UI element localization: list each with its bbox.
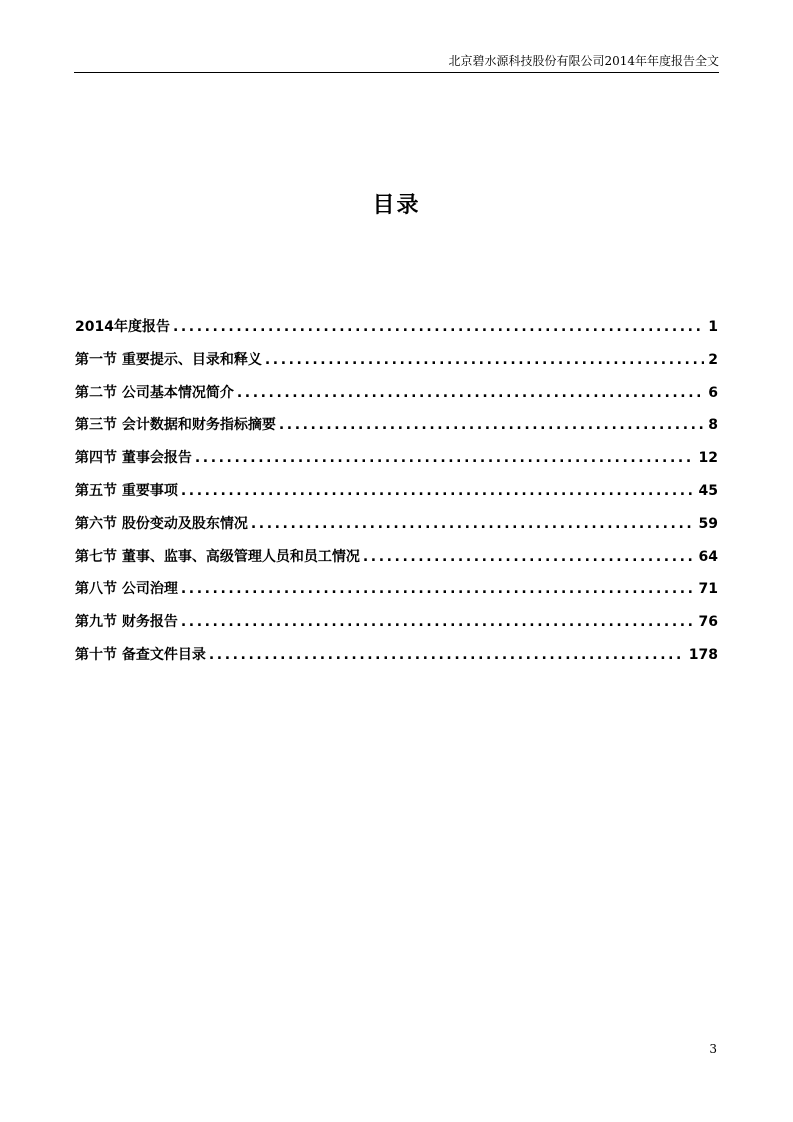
- toc-dot-leader: [181, 614, 695, 630]
- toc-entry-label: 第二节 公司基本情况简介: [75, 384, 234, 401]
- toc-entry[interactable]: [75, 546, 718, 579]
- toc-entry-page: 178: [688, 646, 718, 663]
- toc-entry[interactable]: [75, 480, 718, 513]
- toc-entry[interactable]: [75, 349, 718, 382]
- toc-entry[interactable]: [75, 447, 718, 480]
- toc-entry[interactable]: [75, 578, 718, 611]
- toc-dot-leader: [195, 450, 695, 466]
- table-of-contents: [75, 316, 718, 677]
- toc-entry-page: 45: [698, 482, 718, 499]
- toc-dot-leader: [279, 417, 704, 433]
- toc-entry-label: 第十节 备查文件目录: [75, 646, 206, 663]
- toc-entry-page: 6: [708, 384, 718, 401]
- toc-entry-label: 第五节 重要事项: [75, 482, 178, 499]
- toc-entry-label: 第七节 董事、监事、高级管理人员和员工情况: [75, 548, 360, 565]
- toc-dot-leader: [173, 319, 704, 335]
- toc-dot-leader: [363, 549, 695, 565]
- toc-dot-leader: [237, 385, 704, 401]
- toc-entry[interactable]: [75, 513, 718, 546]
- toc-entry[interactable]: [75, 382, 718, 415]
- toc-entry-label: 2014年度报告: [75, 319, 170, 335]
- toc-dot-leader: [181, 483, 695, 499]
- page-header: [74, 52, 719, 73]
- toc-entry-page: 71: [698, 581, 718, 598]
- toc-entry[interactable]: [75, 611, 718, 644]
- toc-entry-label: 第四节 董事会报告: [75, 450, 192, 467]
- toc-dot-leader: [265, 352, 704, 368]
- toc-entry-label: 第六节 股份变动及股东情况: [75, 515, 248, 532]
- toc-dot-leader: [251, 516, 695, 532]
- toc-entry-label: 第一节 重要提示、目录和释义: [75, 351, 262, 368]
- header-text: 北京碧水源科技股份有限公司2014年年度报告全文: [448, 54, 719, 68]
- toc-entry-page: 59: [698, 515, 718, 532]
- toc-entry-label: 第九节 财务报告: [75, 614, 178, 631]
- toc-entry-page: 1: [708, 319, 718, 335]
- toc-entry-label: 第八节 公司治理: [75, 581, 178, 598]
- toc-entry[interactable]: [75, 414, 718, 447]
- toc-entry-page: 12: [698, 450, 718, 467]
- toc-title: 目录: [372, 193, 421, 218]
- toc-entry[interactable]: [75, 316, 718, 349]
- toc-entry-page: 2: [708, 351, 718, 368]
- page-number: 3: [709, 1042, 717, 1056]
- toc-dot-leader: [181, 581, 695, 597]
- toc-entry-page: 8: [708, 417, 718, 434]
- toc-entry-page: 76: [698, 614, 718, 631]
- toc-entry-page: 64: [698, 548, 718, 565]
- toc-entry[interactable]: [75, 644, 718, 677]
- toc-entry-label: 第三节 会计数据和财务指标摘要: [75, 417, 276, 434]
- toc-dot-leader: [209, 647, 685, 663]
